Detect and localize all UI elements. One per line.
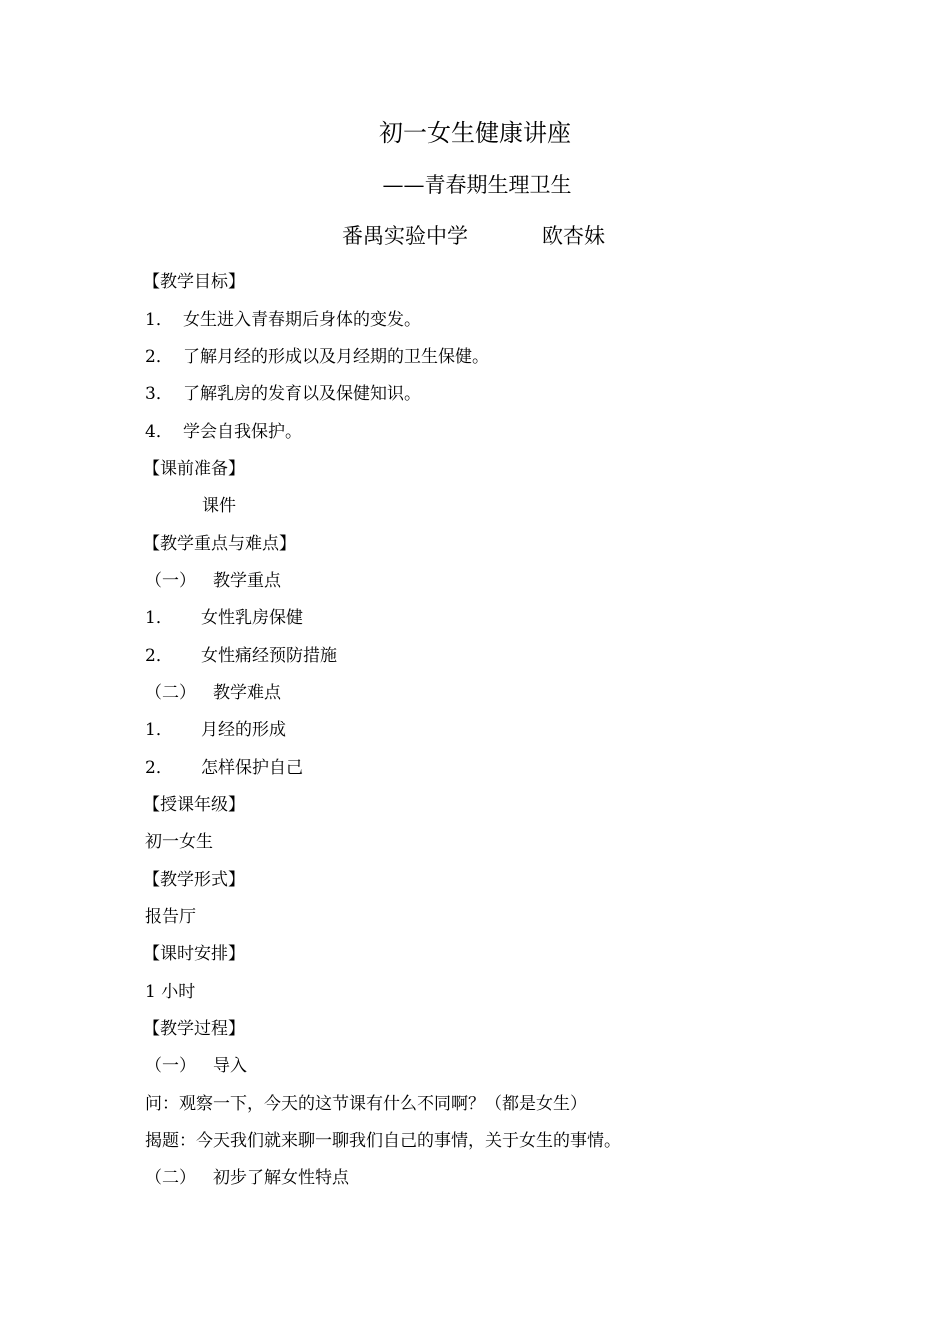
- subsection-title: 教学难点: [213, 683, 281, 703]
- part-title: 导入: [213, 1056, 247, 1076]
- process-reveal: 揭题：今天我们就来聊一聊我们自己的事情，关于女生的事情。: [145, 1131, 621, 1151]
- grade-content: 初一女生: [145, 832, 213, 852]
- process-part-two: [145, 1166, 349, 1190]
- goal-text: 学会自我保护。: [183, 422, 302, 442]
- goal-number: 3．: [145, 384, 173, 404]
- difficulty-number: 2．: [145, 758, 173, 778]
- time-content: 1 小时: [145, 982, 196, 1002]
- key-point-number: 2．: [145, 646, 173, 666]
- difficulty-text: 月经的形成: [201, 720, 286, 740]
- section-heading-focus: 【教学重点与难点】: [143, 534, 296, 554]
- process-question: 问：观察一下，今天的这节课有什么不同啊？（都是女生）: [145, 1094, 587, 1114]
- subsection-difficulties: [145, 681, 281, 705]
- subsection-label: （二）: [145, 683, 196, 703]
- author-name: 欧杏妹: [542, 224, 605, 248]
- key-point-text: 女性痛经预防措施: [201, 646, 337, 666]
- goal-number: 4．: [145, 422, 173, 442]
- process-part-intro: [145, 1054, 247, 1078]
- difficulty-item: [145, 718, 286, 742]
- goal-item: [145, 308, 421, 332]
- doc-title: 初一女生健康讲座: [379, 119, 571, 147]
- subsection-title: 教学重点: [213, 571, 281, 591]
- key-point-item: [145, 644, 337, 668]
- section-heading-form: 【教学形式】: [143, 870, 245, 890]
- section-heading-time: 【课时安排】: [143, 944, 245, 964]
- key-point-number: 1．: [145, 608, 173, 628]
- section-heading-grade: 【授课年级】: [143, 795, 245, 815]
- goal-item: [145, 420, 302, 444]
- section-heading-goals: 【教学目标】: [143, 272, 245, 292]
- prep-content: 课件: [202, 496, 236, 516]
- key-point-item: [145, 606, 303, 630]
- part-label: （二）: [145, 1168, 196, 1188]
- difficulty-text: 怎样保护自己: [201, 758, 303, 778]
- goal-item: [145, 382, 421, 406]
- difficulty-item: [145, 756, 303, 780]
- form-content: 报告厅: [145, 907, 196, 927]
- section-heading-process: 【教学过程】: [143, 1019, 245, 1039]
- part-title: 初步了解女性特点: [213, 1168, 349, 1188]
- section-heading-prep: 【课前准备】: [143, 459, 245, 479]
- doc-subtitle: ——青春期生理卫生: [382, 173, 572, 197]
- subsection-label: （一）: [145, 571, 196, 591]
- goal-text: 了解乳房的发育以及保健知识。: [183, 384, 421, 404]
- goal-number: 1．: [145, 310, 173, 330]
- goal-item: [145, 345, 489, 369]
- school-name: 番禺实验中学: [342, 224, 468, 248]
- goal-text: 了解月经的形成以及月经期的卫生保健。: [183, 347, 489, 367]
- key-point-text: 女性乳房保健: [201, 608, 303, 628]
- difficulty-number: 1．: [145, 720, 173, 740]
- part-label: （一）: [145, 1056, 196, 1076]
- goal-text: 女生进入青春期后身体的变发。: [183, 310, 421, 330]
- goal-number: 2．: [145, 347, 173, 367]
- subsection-key-points: [145, 569, 281, 593]
